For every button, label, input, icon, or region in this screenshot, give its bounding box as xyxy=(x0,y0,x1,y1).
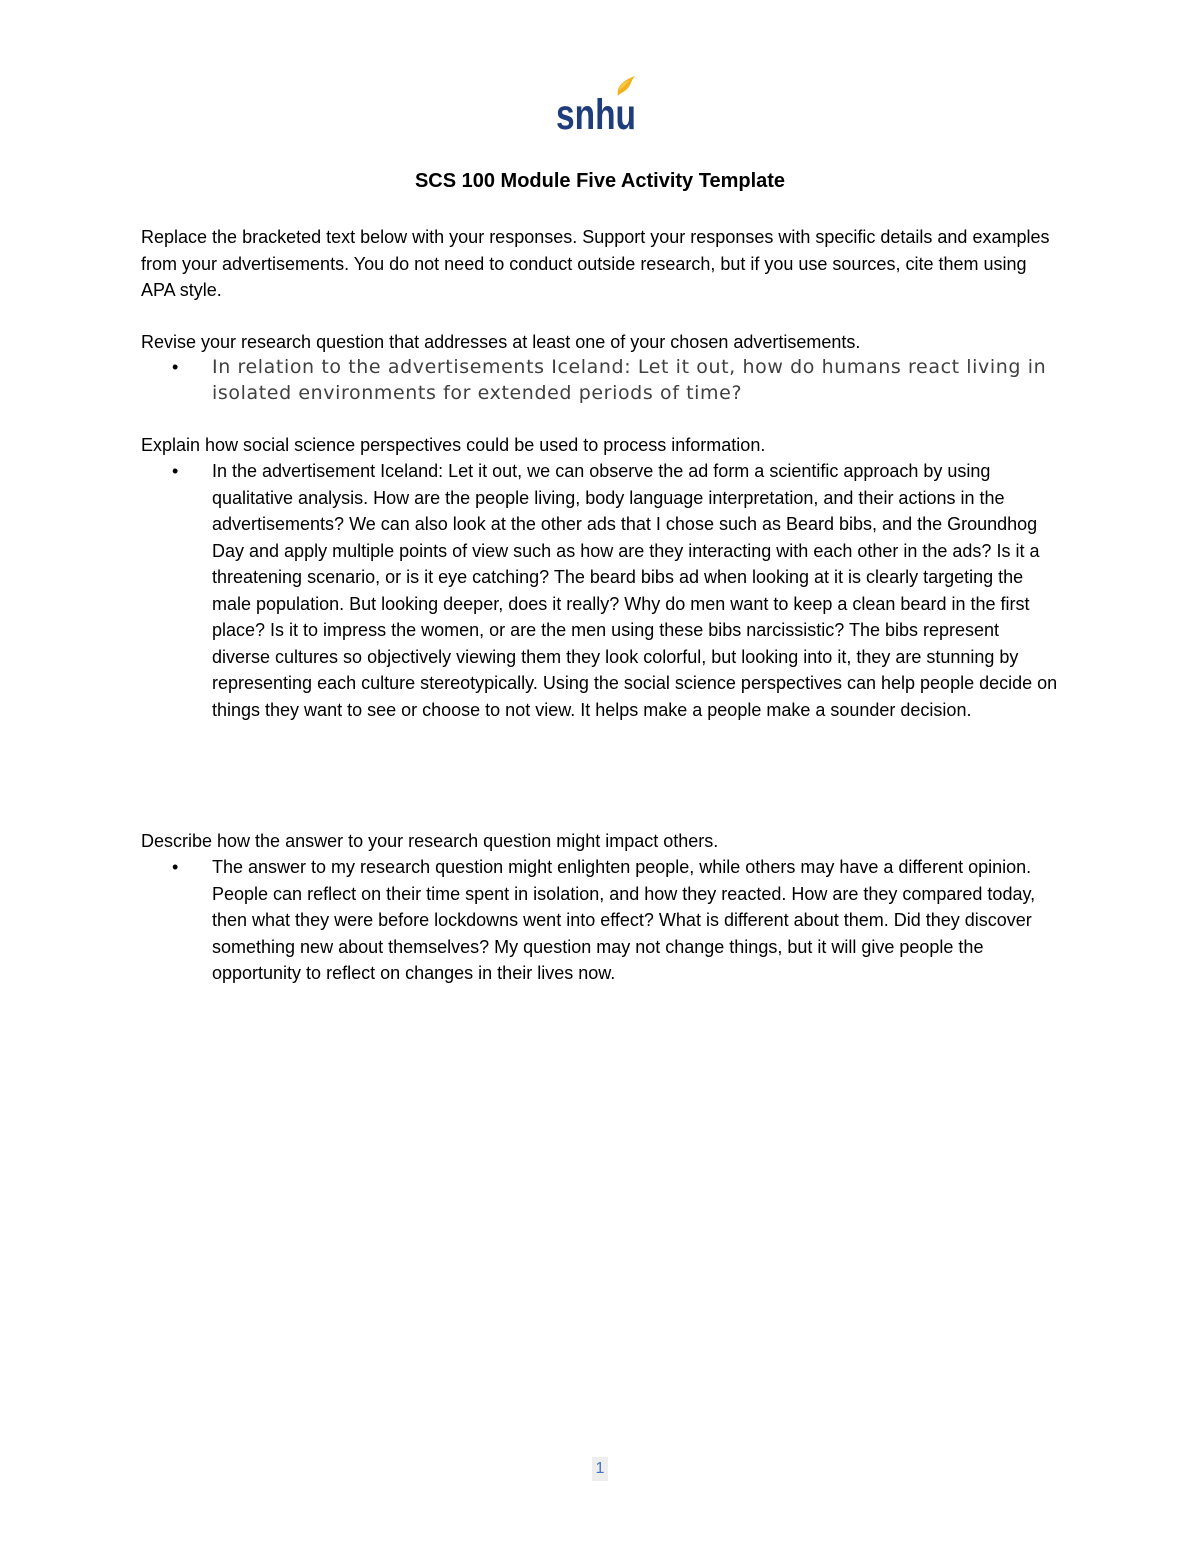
instructions-paragraph: Replace the bracketed text below with your responses. Support your responses with specific details and examples from your advertisements. You do not need to conduct outside research, but if you use sources, cite them using APA style. xyxy=(141,227,1050,300)
response-research-question xyxy=(172,354,1062,406)
response-text: The answer to my research question might enlighten people, while others may have a different opinion. People can reflect on their time spent in isolation, and how they reacted. How are they compared today, then what they were before lockdowns went into effect? What is different about them. Did they discover something new about themselves? My question may not change things, but it will give people the opportunity to reflect on changes in their lives now. xyxy=(212,857,1036,983)
bullet-icon: • xyxy=(172,357,179,377)
prompt-social-science-perspectives: Explain how social science perspectives could be used to process information. xyxy=(141,435,766,455)
snhu-logo-graphic xyxy=(556,74,640,139)
document-title: SCS 100 Module Five Activity Template xyxy=(414,170,786,192)
snhu-logo xyxy=(556,74,640,139)
bullet-icon: • xyxy=(172,461,179,481)
logo-text: snhu xyxy=(556,91,636,139)
bullet-icon: • xyxy=(172,857,179,877)
response-text: In relation to the advertisements Iceland: Let it out, how do humans react living in isolated environments for extended periods of time? xyxy=(212,356,1047,404)
prompt-impact-on-others: Describe how the answer to your research question might impact others. xyxy=(141,831,719,851)
prompt-research-question: Revise your research question that addresses at least one of your chosen advertisements. xyxy=(141,332,861,352)
response-text: In the advertisement Iceland: Let it out, we can observe the ad form a scientific approach by using qualitative analysis. How are the people living, body language interpretation, and their actions in the advertisements? We can also look at the other ads that I chose such as Beard bibs, and the Groundhog Day and apply multiple points of view such as how are they interacting with each other in the ads? Is it a threatening scenario, or is it eye catching? The beard bibs ad when looking at it is clearly targeting the male population. But looking deeper, does it really? Why do men want to keep a clean beard in the first place? Is it to impress the women, or are the men using these bibs narcissistic? The bibs represent diverse cultures so objectively viewing them they look colorful, but looking into it, they are stunning by representing each culture stereotypically. Using the social science perspectives can help people decide on things they want to see or choose to not view. It helps make a people make a sounder decision. xyxy=(212,461,1058,720)
response-impact-on-others xyxy=(172,854,1062,987)
page-number: 1 xyxy=(592,1457,608,1481)
response-social-science-perspectives xyxy=(172,458,1062,723)
